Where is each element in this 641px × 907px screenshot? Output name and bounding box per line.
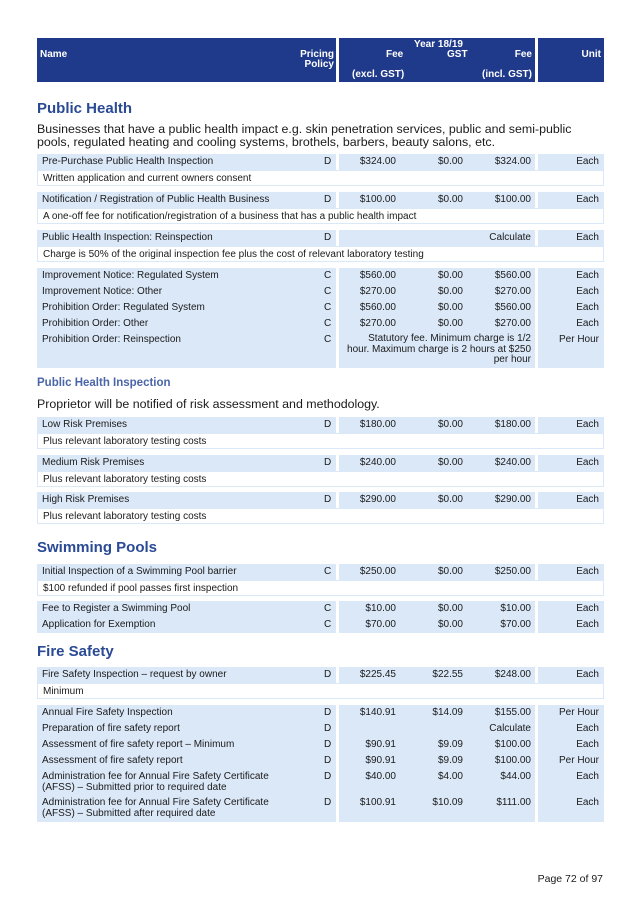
page-number: Page 72 of 97 — [537, 873, 603, 885]
row-gst: $0.00 — [437, 156, 463, 167]
row-gst: $0.00 — [437, 603, 463, 614]
fee-row — [37, 667, 604, 683]
header-name-cell — [37, 38, 336, 82]
row-gst: $9.09 — [437, 755, 463, 766]
row-gst: $0.00 — [437, 419, 463, 430]
row-fee-excl: $324.00 — [359, 156, 396, 167]
fee-row — [37, 769, 604, 795]
row-gst: $4.00 — [437, 771, 463, 782]
fee-row — [37, 737, 604, 753]
section-title-fire-safety: Fire Safety — [37, 643, 114, 660]
row-unit: Each — [576, 739, 599, 750]
row-gst: $22.55 — [432, 669, 463, 680]
note-text: Minimum — [43, 686, 84, 697]
row-name: Improvement Notice: Other — [42, 286, 163, 297]
row-fee-excl: $560.00 — [359, 302, 396, 313]
row-fee-excl: $270.00 — [359, 286, 396, 297]
header-excl-gst: (excl. GST) — [352, 69, 405, 80]
fee-row — [37, 795, 604, 822]
row-policy: D — [324, 771, 332, 782]
row-unit: Each — [576, 566, 599, 577]
row-fee-calculate: Calculate — [489, 232, 531, 243]
fee-note — [37, 208, 604, 224]
header-unit: Unit — [581, 49, 601, 60]
row-unit: Each — [576, 494, 599, 505]
fee-row — [37, 417, 604, 433]
row-name: Medium Risk Premises — [42, 457, 145, 468]
row-unit: Each — [576, 669, 599, 680]
row-name: Improvement Notice: Regulated System — [42, 270, 219, 281]
header-fee-excl: Fee — [386, 49, 404, 60]
row-name: Fire Safety Inspection – request by owner — [42, 669, 227, 680]
header-name: Name — [40, 49, 68, 60]
row-fee-incl: $248.00 — [494, 669, 531, 680]
row-unit: Each — [576, 232, 599, 243]
row-policy: C — [324, 302, 332, 313]
row-policy: C — [324, 286, 332, 297]
row-policy: D — [324, 707, 332, 718]
row-unit: Each — [576, 771, 599, 782]
row-policy: D — [324, 194, 332, 205]
row-policy: D — [324, 669, 332, 680]
note-text: Plus relevant laboratory testing costs — [43, 511, 207, 522]
fee-row — [37, 617, 604, 633]
row-unit: Each — [576, 194, 599, 205]
row-unit: Each — [576, 302, 599, 313]
row-fee-incl: $10.00 — [500, 603, 531, 614]
row-gst: $0.00 — [437, 270, 463, 281]
row-name: Annual Fire Safety Inspection — [42, 707, 173, 718]
row-policy: D — [324, 739, 332, 750]
row-gst: $0.00 — [437, 619, 463, 630]
row-fee-excl: $70.00 — [365, 619, 396, 630]
fee-row — [37, 753, 604, 769]
row-gst: $0.00 — [437, 457, 463, 468]
row-policy: D — [324, 457, 332, 468]
row-gst: $0.00 — [437, 302, 463, 313]
header-pricing: Pricing — [300, 49, 334, 60]
note-text: $100 refunded if pool passes first inspection — [43, 583, 239, 594]
fee-note — [37, 683, 604, 699]
row-name: Prohibition Order: Reinspection — [42, 334, 181, 345]
row-unit: Each — [576, 270, 599, 281]
row-gst: $0.00 — [437, 194, 463, 205]
fee-note — [37, 246, 604, 262]
row-gst: $10.09 — [432, 797, 463, 808]
row-unit: Per Hour — [558, 707, 599, 718]
row-fee-incl: $111.00 — [496, 797, 531, 808]
row-unit: Per Hour — [558, 755, 599, 766]
row-fee-incl: $560.00 — [494, 302, 531, 313]
note-text: Written application and current owners consent — [43, 173, 252, 184]
row-gst: $14.09 — [432, 707, 463, 718]
fee-row — [37, 601, 604, 617]
fee-row — [37, 268, 604, 284]
row-fee-statutory: Statutory fee. Minimum charge is 1/2 hour. Maximum charge is 2 hours at $250 per hour — [347, 333, 531, 365]
row-gst: $0.00 — [437, 494, 463, 505]
row-policy: D — [324, 723, 332, 734]
row-gst: $0.00 — [437, 318, 463, 329]
row-name: Low Risk Premises — [42, 419, 128, 430]
fee-note — [37, 580, 604, 596]
row-unit: Per Hour — [558, 334, 599, 345]
row-fee-excl: $90.91 — [365, 739, 396, 750]
fee-row — [37, 154, 604, 170]
fee-note — [37, 433, 604, 449]
row-name: Assessment of fire safety report — [42, 755, 183, 766]
row-fee-excl: $100.91 — [359, 797, 396, 808]
row-fee-excl: $180.00 — [359, 419, 396, 430]
row-fee-incl: $290.00 — [494, 494, 531, 505]
row-fee-excl: $225.45 — [359, 669, 396, 680]
fee-note — [37, 471, 604, 487]
row-name: Application for Exemption — [42, 619, 156, 630]
row-name: Public Health Inspection: Reinspection — [42, 232, 213, 243]
row-unit: Each — [576, 797, 599, 808]
row-fee-excl: $270.00 — [359, 318, 396, 329]
subsection-title-phi: Public Health Inspection — [37, 377, 171, 389]
fee-row — [37, 705, 604, 721]
note-text: A one-off fee for notification/registration of a business that has a public health impact — [43, 211, 417, 222]
row-fee-incl: $560.00 — [494, 270, 531, 281]
row-name: Fee to Register a Swimming Pool — [42, 603, 191, 614]
fee-row — [37, 284, 604, 300]
row-name: Initial Inspection of a Swimming Pool barrier — [42, 566, 237, 577]
row-unit: Each — [576, 723, 599, 734]
fee-note — [37, 170, 604, 186]
row-fee-incl: $180.00 — [494, 419, 531, 430]
row-fee-incl: $324.00 — [494, 156, 531, 167]
row-fee-incl: $240.00 — [494, 457, 531, 468]
header-unit-cell — [538, 38, 604, 82]
row-gst: $9.09 — [437, 739, 463, 750]
row-policy: D — [324, 797, 332, 808]
row-fee-excl: $10.00 — [365, 603, 396, 614]
row-fee-incl: $270.00 — [494, 318, 531, 329]
row-fee-excl: $40.00 — [365, 771, 396, 782]
row-gst: $0.00 — [437, 566, 463, 577]
note-text: Plus relevant laboratory testing costs — [43, 474, 207, 485]
section-intro-public-health: Businesses that have a public health impact e.g. skin penetration services, public and semi-public pools, regulated heating and cooling systems, brothels, barbers, beauty salons, etc. — [37, 122, 572, 149]
fee-note — [37, 508, 604, 524]
row-policy: D — [324, 232, 332, 243]
row-fee-excl: $560.00 — [359, 270, 396, 281]
row-name: Administration fee for Annual Fire Safety Certificate (AFSS) – Submitted after required date — [42, 797, 269, 819]
row-policy: D — [324, 494, 332, 505]
row-policy: C — [324, 318, 332, 329]
row-name: Prohibition Order: Other — [42, 318, 149, 329]
fee-row — [37, 192, 604, 208]
note-text: Plus relevant laboratory testing costs — [43, 436, 207, 447]
row-fee-excl: $250.00 — [359, 566, 396, 577]
row-fee-incl: $100.00 — [494, 194, 531, 205]
row-fee-incl: $155.00 — [494, 707, 531, 718]
row-name: High Risk Premises — [42, 494, 130, 505]
header-fee-cell — [339, 38, 535, 82]
row-fee-excl: $290.00 — [359, 494, 396, 505]
fee-row — [37, 564, 604, 580]
header-year: Year 18/19 — [414, 39, 463, 50]
row-unit: Each — [576, 457, 599, 468]
header-incl-gst: (incl. GST) — [482, 69, 532, 80]
row-unit: Each — [576, 619, 599, 630]
header-policy: Policy — [304, 59, 334, 70]
row-fee-excl: $90.91 — [365, 755, 396, 766]
row-policy: C — [324, 566, 332, 577]
header-gst: GST — [447, 49, 468, 60]
row-fee-incl: $100.00 — [494, 739, 531, 750]
row-name: Prohibition Order: Regulated System — [42, 302, 205, 313]
row-policy: C — [324, 619, 332, 630]
row-policy: D — [324, 755, 332, 766]
row-fee-incl: $44.00 — [500, 771, 531, 782]
row-fee-incl: $70.00 — [500, 619, 531, 630]
row-fee-excl: $240.00 — [359, 457, 396, 468]
row-unit: Each — [576, 603, 599, 614]
row-policy: C — [324, 603, 332, 614]
row-policy: C — [324, 270, 332, 281]
subsection-intro-phi: Proprietor will be notified of risk assessment and methodology. — [37, 397, 380, 411]
fee-row — [37, 721, 604, 737]
row-fee-excl: $140.91 — [359, 707, 396, 718]
row-policy: D — [324, 156, 332, 167]
row-name: Preparation of fire safety report — [42, 723, 180, 734]
row-unit: Each — [576, 419, 599, 430]
fee-row — [37, 300, 604, 316]
row-fee-incl: $250.00 — [494, 566, 531, 577]
row-unit: Each — [576, 286, 599, 297]
row-name: Assessment of fire safety report – Minimum — [42, 739, 235, 750]
row-name: Pre-Purchase Public Health Inspection — [42, 156, 214, 167]
row-policy: D — [324, 419, 332, 430]
fee-row — [37, 332, 604, 368]
row-fee-incl: $270.00 — [494, 286, 531, 297]
row-name: Notification / Registration of Public Health Business — [42, 194, 270, 205]
header-fee-incl: Fee — [514, 49, 532, 60]
fee-row — [37, 230, 604, 246]
fee-row — [37, 492, 604, 508]
row-name: Administration fee for Annual Fire Safety Certificate (AFSS) – Submitted prior to required date — [42, 771, 269, 793]
fee-row — [37, 455, 604, 471]
row-fee-incl: $100.00 — [494, 755, 531, 766]
section-title-public-health: Public Health — [37, 100, 133, 117]
row-policy: C — [324, 334, 332, 345]
row-fee-calculate: Calculate — [489, 723, 531, 734]
row-unit: Each — [576, 156, 599, 167]
row-unit: Each — [576, 318, 599, 329]
fee-row — [37, 316, 604, 332]
note-text: Charge is 50% of the original inspection fee plus the cost of relevant laboratory testing — [43, 249, 424, 260]
row-gst: $0.00 — [437, 286, 463, 297]
section-title-swimming-pools: Swimming Pools — [37, 539, 158, 556]
row-fee-excl: $100.00 — [359, 194, 396, 205]
